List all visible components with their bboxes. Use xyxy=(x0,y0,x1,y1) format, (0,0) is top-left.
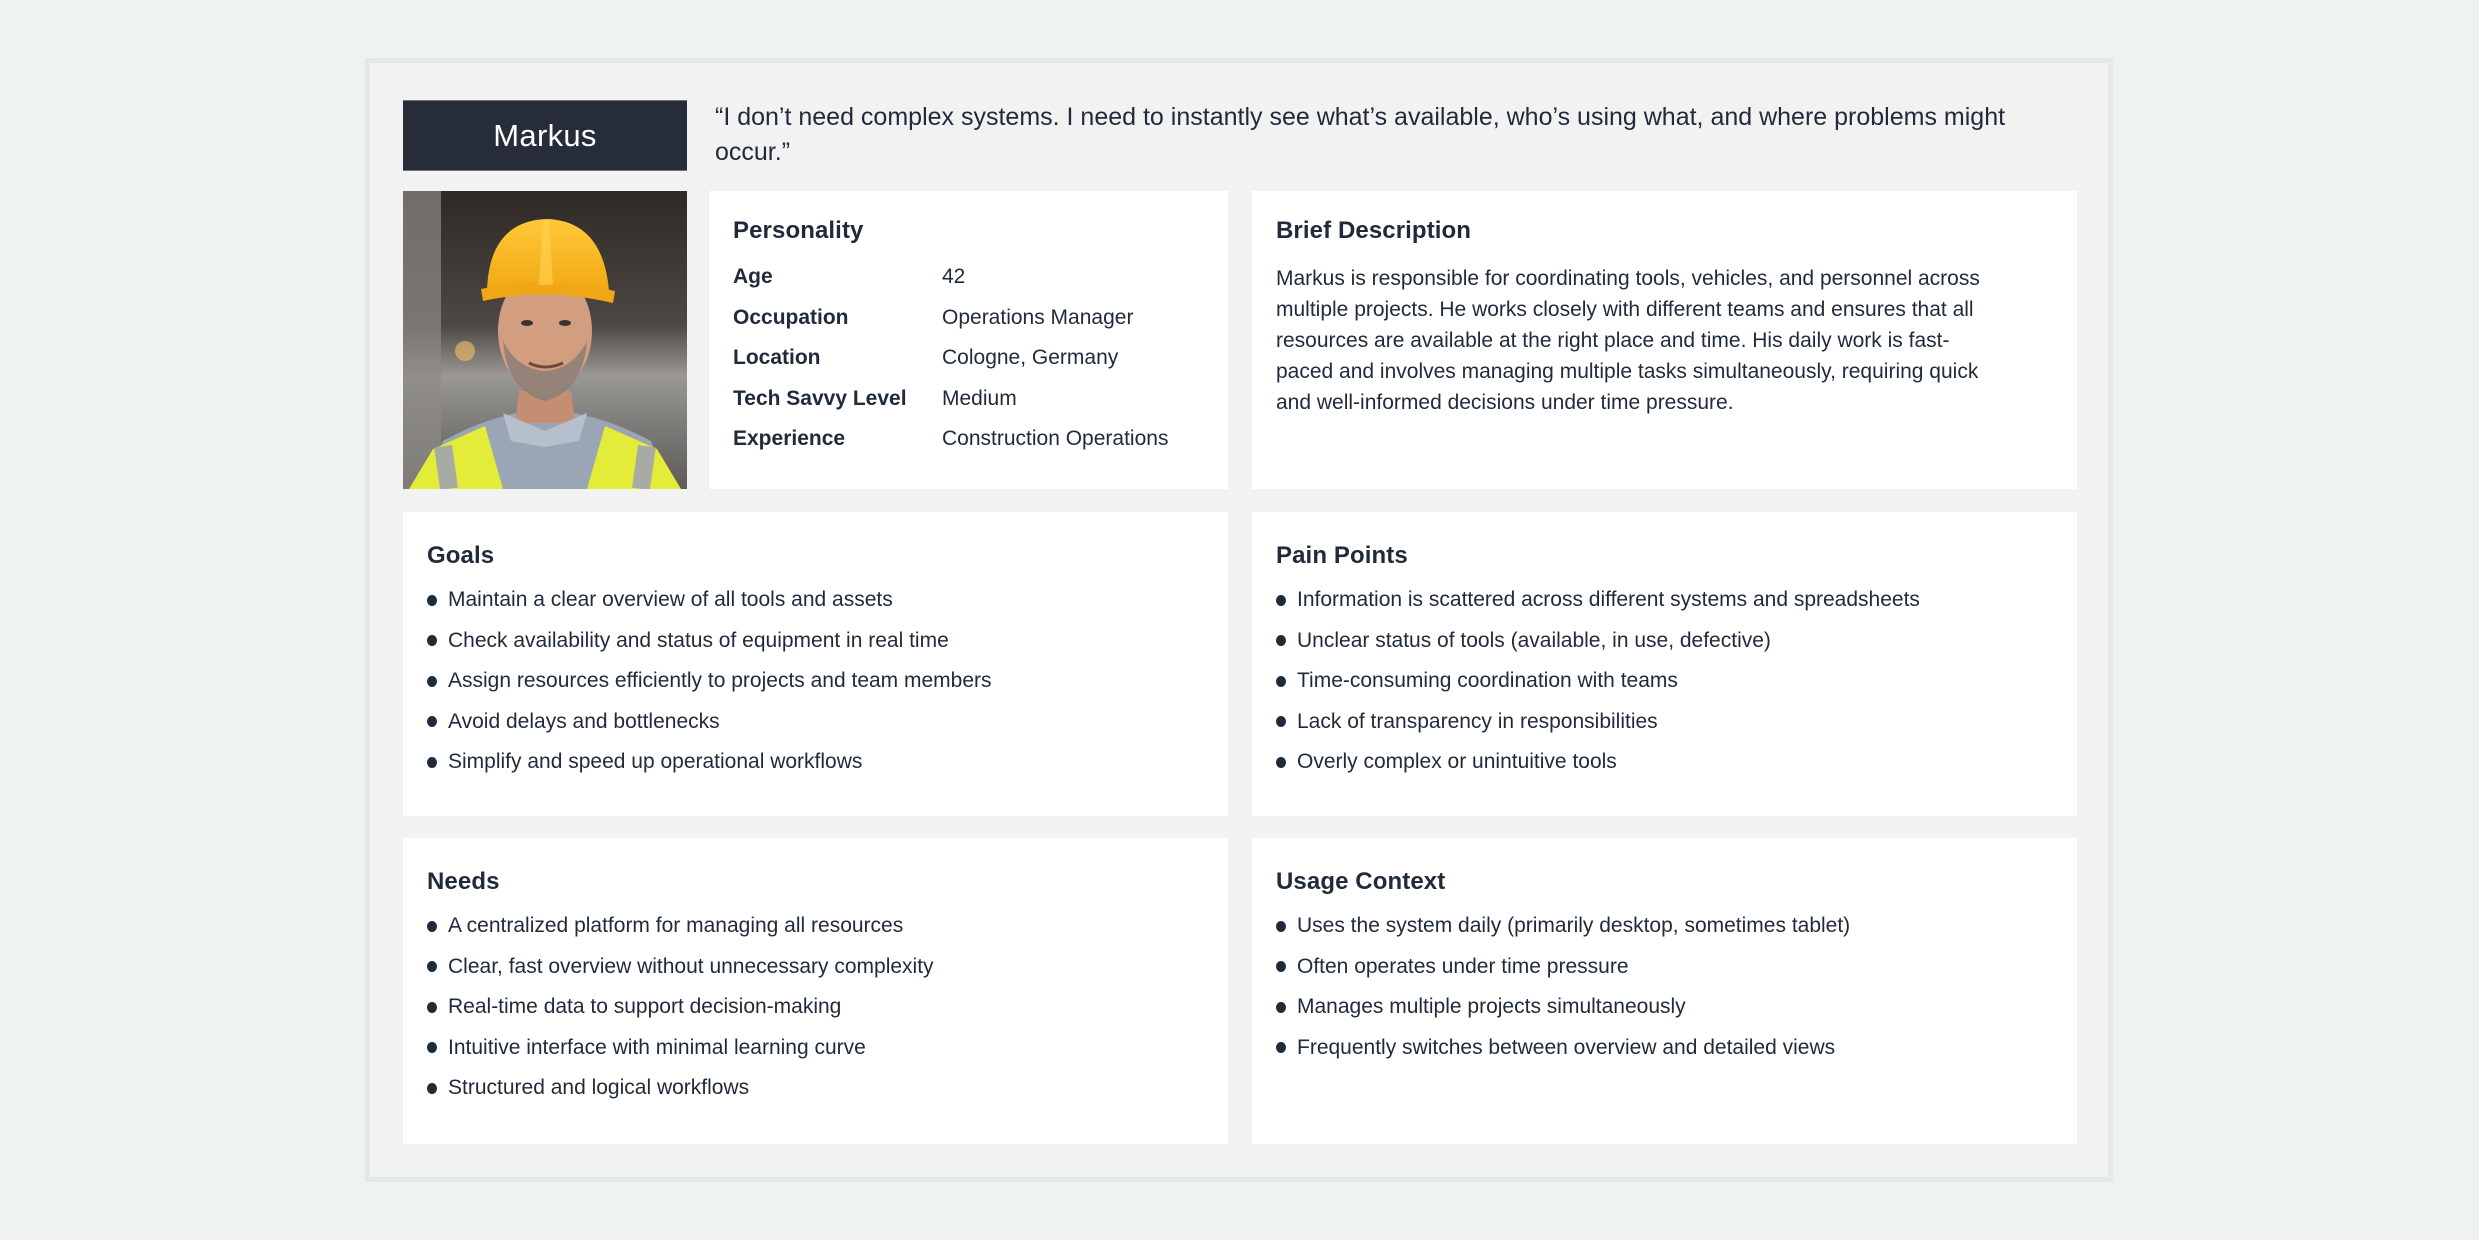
list-item xyxy=(427,586,1204,614)
brief-description-text: Markus is responsible for coordinating tools, vehicles, and personnel across multiple projects. He works closely with different teams and ensures that all resources are available at the right place and time. His daily work is fast-paced and involves managing multiple tasks simultaneously, requiring quick and well-informed decisions under time pressure. xyxy=(1276,267,1980,414)
needs-title: Needs xyxy=(427,868,500,895)
bullet-icon xyxy=(1276,1002,1286,1013)
list-item-text: Avoid delays and bottlenecks xyxy=(448,709,720,733)
list-item xyxy=(1276,586,2053,614)
bullet-icon xyxy=(1276,1042,1286,1053)
list-item xyxy=(427,627,1204,655)
list-item xyxy=(427,1074,1204,1102)
list-item xyxy=(427,748,1204,776)
bullet-icon xyxy=(1276,961,1286,972)
bullet-icon xyxy=(427,1083,437,1094)
list-item-text: Intuitive interface with minimal learning curve xyxy=(448,1035,866,1059)
list-item xyxy=(1276,748,2053,776)
usage-context-list xyxy=(1276,912,2053,1062)
list-item-text: Overly complex or unintuitive tools xyxy=(1297,750,1617,773)
persona-quote: “I don’t need complex systems. I need to instantly see what’s available, who’s using what, and where problems might occur.” xyxy=(715,103,2006,166)
list-item xyxy=(427,993,1204,1021)
bullet-icon xyxy=(427,716,437,727)
bullet-icon xyxy=(427,961,437,972)
list-item xyxy=(1276,953,2053,981)
bullet-icon xyxy=(1276,921,1286,932)
bullet-icon xyxy=(1276,757,1286,768)
bullet-icon xyxy=(427,1042,437,1053)
bullet-icon xyxy=(427,676,437,687)
list-item-text: Simplify and speed up operational workflows xyxy=(448,750,863,773)
list-item-text: Assign resources efficiently to projects and team members xyxy=(448,669,992,692)
bullet-icon xyxy=(1276,635,1286,646)
attribute-value-occupation: Operations Manager xyxy=(942,305,1134,329)
needs-list xyxy=(427,912,1204,1102)
attribute-label-location: Location xyxy=(733,346,821,369)
bullet-icon xyxy=(427,921,437,932)
bullet-icon xyxy=(1276,676,1286,687)
list-item-text: Clear, fast overview without unnecessary complexity xyxy=(448,954,934,978)
list-item-text: Often operates under time pressure xyxy=(1297,954,1629,978)
personality-title: Personality xyxy=(733,217,864,244)
bullet-icon xyxy=(427,1002,437,1013)
pain-points-title: Pain Points xyxy=(1276,542,1408,569)
list-item xyxy=(427,912,1204,940)
goals-title: Goals xyxy=(427,542,495,569)
list-item xyxy=(1276,667,2053,695)
bullet-icon xyxy=(1276,716,1286,727)
portrait-illustration-icon xyxy=(403,191,687,489)
attribute-label-occupation: Occupation xyxy=(733,305,849,329)
bullet-icon xyxy=(427,635,437,646)
attribute-label-experience: Experience xyxy=(733,427,846,450)
persona-photo xyxy=(403,191,687,489)
personality-attributes xyxy=(733,263,1204,454)
list-item xyxy=(427,667,1204,695)
attribute-label-age: Age xyxy=(733,265,773,288)
list-item-text: Uses the system daily (primarily desktop, sometimes tablet) xyxy=(1297,914,1851,937)
list-item-text: Frequently switches between overview and detailed views xyxy=(1297,1035,1836,1059)
goals-card xyxy=(403,512,1228,816)
list-item-text: Real-time data to support decision-making xyxy=(448,995,842,1018)
list-item xyxy=(1276,912,2053,940)
list-item-text: Lack of transparency in responsibilities xyxy=(1297,709,1658,733)
list-item xyxy=(1276,1034,2053,1062)
list-item-text: A centralized platform for managing all resources xyxy=(448,914,904,937)
list-item-text: Manages multiple projects simultaneously xyxy=(1297,995,1686,1018)
list-item xyxy=(427,1034,1204,1062)
persona-name: Markus xyxy=(493,117,597,153)
usage-context-card xyxy=(1252,838,2077,1144)
list-item xyxy=(1276,993,2053,1021)
list-item-text: Unclear status of tools (available, in use, defective) xyxy=(1297,628,1771,652)
goals-list xyxy=(427,586,1204,776)
list-item xyxy=(427,953,1204,981)
list-item-text: Time-consuming coordination with teams xyxy=(1297,669,1678,692)
attribute-value-experience: Construction Operations xyxy=(942,427,1169,450)
persona-name-banner xyxy=(403,100,687,171)
brief-description-title: Brief Description xyxy=(1276,217,1472,244)
attribute-label-tech-savvy: Tech Savvy Level xyxy=(733,386,907,410)
list-item-text: Check availability and status of equipment in real time xyxy=(448,628,949,652)
pain-points-list xyxy=(1276,586,2053,776)
attribute-value-age: 42 xyxy=(942,265,966,288)
list-item-text: Maintain a clear overview of all tools and assets xyxy=(448,588,893,611)
bullet-icon xyxy=(427,595,437,606)
list-item xyxy=(427,708,1204,736)
attribute-value-tech-savvy: Medium xyxy=(942,386,1017,410)
list-item-text: Information is scattered across different systems and spreadsheets xyxy=(1297,588,1920,611)
bullet-icon xyxy=(1276,595,1286,606)
attribute-value-location: Cologne, Germany xyxy=(942,346,1119,369)
list-item xyxy=(1276,627,2053,655)
list-item xyxy=(1276,708,2053,736)
list-item-text: Structured and logical workflows xyxy=(448,1076,750,1099)
needs-card xyxy=(403,838,1228,1144)
pain-points-card xyxy=(1252,512,2077,816)
usage-context-title: Usage Context xyxy=(1276,868,1446,895)
brief-description-card xyxy=(1252,191,2077,489)
bullet-icon xyxy=(427,757,437,768)
personality-card xyxy=(709,191,1228,489)
